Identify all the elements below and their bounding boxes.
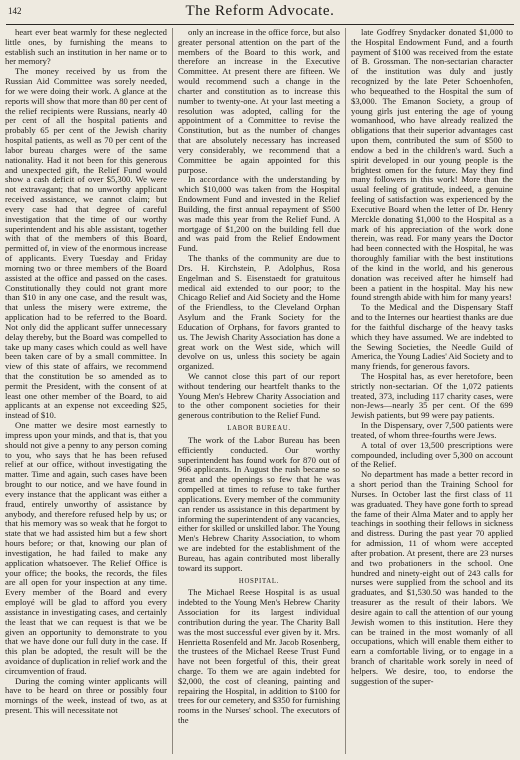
paragraph: In accordance with the understanding by which $10,000 was taken from the Hospital Endowment Fund and invested in the Relief Building, the first annual repayment of $500 was made this year from the Relief Fund. A mortgage of $1,200 on the building fell due and was paid from the Relief Endowment Fund.	[178, 174, 340, 254]
journal-title: The Reform Advocate.	[185, 3, 335, 19]
section-heading: LABOR BUREAU.	[227, 425, 291, 433]
page-number: 142	[8, 6, 22, 16]
section-heading: HOSPITAL.	[238, 577, 280, 585]
paragraph: A total of over 13,500 prescriptions were compounded, including over 5,300 on account of the Relief.	[351, 439, 513, 470]
column-2	[178, 28, 340, 726]
paragraph: We cannot close this part of our report without tendering our heartfelt thanks to the Young Men's Hebrew Charity Association and to the other component societies for their generous contribution to the Relief Fund.	[178, 370, 340, 421]
paragraph: During the coming winter applicants will have to be heard on three or possibly four mornings of the week, instead of two, as at present. This will necessitate not	[5, 675, 167, 716]
paragraph: The work of the Labor Bureau has been efficiently conducted. Our worthy superintendent has found work for 870 out of 966 applicants. In August the rush became so great and the openings so few that he was compelled at times to refuse to take further applications. Every member of the community can render us assistance in this department by informing the superintendent of any vacancies, either for skilled or unskilled labor. The Young Men's Hebrew Charity Association, to whom we are indebted for the establishment of the Bureau, has again contributed most liberally toward its support.	[178, 434, 340, 573]
paragraph: One matter we desire most earnestly to impress upon your minds, and that is, that you should not give a penny to any person coming to you, who says that he has been refused relief at our office, without investigating the matter. Time and again, such cases have been brought to our notice, and we have found in every instance that the applicant was either a fraud, entirely unworthy of assistance by anybody, and therefore refused help by us; or that his memory was so weak that he forgot to state that we had assisted him but a few short hours before; or that, knowing our plan of investigation, he had failed to make any application whatsoever. The Relief Office is your office; the books, the records, the files are all open for your inspection at any time. Every member of the Board and every employé will be glad to afford you every assistance in investigating cases, and certainly the least that we can request is that we be given an opportunity to demonstrate to you that we have done our full duty in the case. If this plan be adopted, the result will be the avoidance of duplication in relief work and the circumvention of fraud.	[5, 420, 167, 676]
paragraph: The Michael Reese Hospital is as usual indebted to the Young Men's Hebrew Charity Association for its largest individual contribution during the year. The Charity Ball was the most successful ever given by it. Mrs. Henrietta Rosenfeld and Mr. Jacob Rosenberg, the trustees of the Michael Reese Trust Fund have not been forgetful of this, their great charge. To them we are again indebted for $2,000, the cost of cleaning, painting and repairing the Hospital, in addition to $100 for trees for our cemetery, and $350 for furnishing rooms in the Nurses' school. The executors of the	[178, 587, 340, 726]
paragraph: late Godfrey Snydacker donated $1,000 to the Hospital Endowment Fund, and a fourth payment of $100 was received from the estate of B. Grossman. The non-sectarian character of the institution was duly and justly recognized by the late Peter Schoenhofen, who bequeathed to the Hospital the sum of $3,000. The Emanon Society, a group of young girls just entering the age of young womanhood, who have already realized the obligations that their superior advantages cast upon them, contributed the sum of $500 to endow a bed in the children's ward. Such a spirit developed in our young people is the brightest omen for the future. May they find many followers in this work! More than the usual feeling of gratitude, indeed, a genuine feeling of satisfaction was experienced by the Executive Board when the letter of Dr. Henry Merckle donating $1,000 to the Hospital as a mark of his appreciation of the work done therein, was read. For many years the Doctor had been connected with the Hospital, he was thoroughly familiar with the best institutions of the kind in the world, and his generous donation was received after he himself had been a patient in the hospital. May his new found strength abide with him for many years!	[351, 27, 513, 303]
column-divider	[172, 28, 173, 754]
column-1	[5, 28, 167, 716]
paragraph: only an increase in the office force, but also greater personal attention on the part of the members of the Board to this work, and therefore an increase in the Executive Committee. At present there are fifteen. We would recommend such a change in the charter and constitution as to increase this number to twenty-one. At your last meeting a resolution was adopted, calling for the appointment of a Committee to revise the Constitution, but as the number of changes that are absolutely necessary has increased very considerably, we recommend that a Committee be again appointed for this purpose.	[178, 27, 340, 175]
paragraph: In the Dispensary, over 7,500 patients were treated, of whom three-fourths were Jews.	[351, 420, 513, 440]
paragraph: The money received by us from the Russian Aid Committee was sorely needed, for we were doing their work. A glance at the reports will show that more than 80 per cent of the relief recipients were Russians, nearly 40 per cent of all the hospital patients and probably 65 per cent of the Jewish charity hospital patients, as well as 70 per cent of the labor bureau charges were of the same nationality. Had it not been for this generous and unexpected gift, the Relief Fund would show a cash deficit of over $5,300. We were not extravagant; that no unworthy applicant received assistance, we cannot claim; but every case had that degree of careful investigation that the time of our worthy superintendent and his able assistant, together with that of the members of this Board, permitted of, in view of the enormous increase of applicants. Every Tuesday and Friday morning two or three members of the Board assisted at the office and passed on the cases. Constitutionally they could not grant more than $10 in any one case, and the result was, that unless the misery were extreme, the application had to be referred to the Board. Not only did the applicant suffer unnecessary delay thereby, but the Board was compelled to take up many cases which could as well have been taken care of by a small committee. In view of this state of affairs, we recommend that the constitution be so amended as to permit the President, with the consent of at least one other member of the Board, to aid applicants at an expense not exceeding $25, instead of $10.	[5, 66, 167, 421]
paragraph: The Hospital has, as ever heretofore, been strictly non-sectarian. Of the 1,072 patients treated, 373, including 117 charity cases, were non-Jews—nearly 35 per cent. Of the 699 Jewish patients, but 99 were pay patients.	[351, 370, 513, 421]
paragraph: The thanks of the community are due to Drs. H. Kirchstein, P. Adolphus, Rosa Engelman and S. Eisenstaedt for gratuitous medical aid extended to our poor; to the Chicago Relief and Aid Society and the Home of the Friendless, to the Cleveland Orphan Asylum and the Frank Society for the Education of Orphans, for favors granted to us. The Jewish Charity Association has done a great work on the West side, which will devolve on us, unless this society be again organized.	[178, 253, 340, 372]
column-3	[351, 28, 513, 686]
paragraph: No department has made a better record in a short period than the Training School for Nurses. In October last the first class of 11 was graduated. They have gone forth to spread the fame of their Alma Mater and to apply her teachings in soothing their fellows in sickness and distress. During the past year 70 applied for admission, 11 of whom were accepted after probation. At present, there are 23 nurses and two probationers in the school. One hundred and ninety-eight out of 243 calls for nurses were supplied from the school and its graduates, and $1,530.50 was handed to the treasurer as the result of their labors. We desire again to call the attention of our young Jewish women to this institution. Here they can be trained in the most womanly of all occupations, which will enable them either to earn a comfortable living, or to engage in a branch of charitable work sorely in need of helpers. We desire, too, to endorse the suggestion of the super-	[351, 469, 513, 686]
paragraph: heart ever beat warmly for these neglected little ones, by furnishing the means to establish such an institution in her name or to her memory?	[5, 27, 167, 67]
paragraph: To the Medical and the Dispensary Staff and to the Internes our heartiest thanks are due for the faithful discharge of the heavy tasks which they have assumed. We are indebted to the Sewing Societies, the Needle Guild of America, the Young Ladies' Aid Society and to many friends, for generous favors.	[351, 302, 513, 372]
column-divider	[345, 28, 346, 754]
page-header	[6, 2, 514, 25]
